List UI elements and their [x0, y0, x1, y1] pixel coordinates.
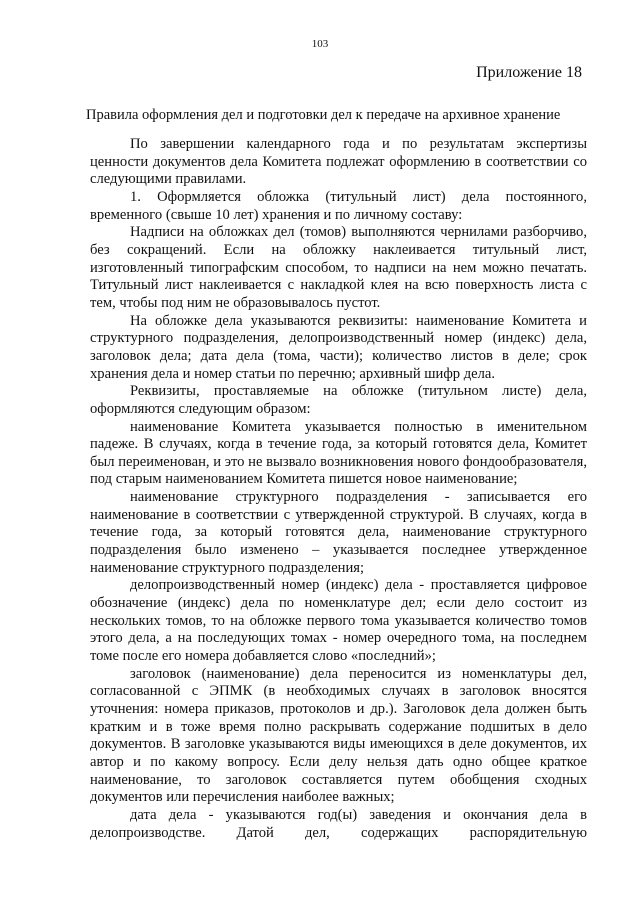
- document-body: [90, 136, 587, 842]
- page-number: 103: [311, 38, 329, 50]
- paragraph-division-name: наименование структурного подразделения - записывается его наименование в соответствии с утвержденной структурой. В случаях, когда в течение года, за который готовятся дела, наименование структурного подразделения было изменено – указывается последнее утвержденное наименование структурного подразделения;: [90, 489, 587, 576]
- paragraph-case-heading: заголовок (наименование) дела переносится из номенклатуры дел, согласованной с ЭПМК (в необходимых случаях в заголовок вносятся уточнения: номера приказов, протоколов и др.). Заголовок дела должен быть кратким и в тоже время полно раскрывать содержание подшитых в дело документов. В заголовке указываются виды имеющихся в деле документов, их автор и по какому вопросу. Если делу нельзя дать одно общее краткое наименование, то заголовок составляется путем обобщения сходных документов или перечисления наиболее важных;: [90, 665, 587, 806]
- paragraph-item-1: 1. Оформляется обложка (титульный лист) дела постоянного, временного (свыше 10 лет) хранения и по личному составу:: [90, 188, 587, 223]
- paragraph-requisites-format: Реквизиты, проставляемые на обложке (титульном листе) дела, оформляются следующим образом:: [90, 383, 587, 417]
- paragraph-intro: По завершении календарного года и по результатам экспертизы ценности документов дела Комитета подлежат оформлению в соответствии со следующими правилами.: [90, 136, 587, 188]
- paragraph-inscriptions: Надписи на обложках дел (томов) выполняются чернилами разборчиво, без сокращений. Если на обложку наклеивается титульный лист, изготовленный типографским способом, то надписи на нем можно печатать. Титульный лист наклеивается с накладкой клея на всю поверхность листа с тем, чтобы под ним не образовывалось пустот.: [90, 224, 587, 311]
- paragraph-case-index: делопроизводственный номер (индекс) дела - проставляется цифровое обозначение (индекс) дела по номенклатуре дел; если дело состоит из нескольких томов, то на обложке первого тома указывается количество томов этого дела, а на последующих томах - номер очередного тома, на последнем томе после его номера добавляется слово «последний»;: [90, 577, 587, 665]
- paragraph-requisites: На обложке дела указываются реквизиты: наименование Комитета и структурного подразделения, делопроизводственный номер (индекс) дела, заголовок дела; дата дела (тома, части); количество листов в деле; срок хранения дела и номер статьи по перечню; архивный шифр дела.: [90, 312, 587, 382]
- paragraph-committee-name: наименование Комитета указывается полностью в именительном падеже. В случаях, когда в течение года, за который готовятся дела, Комитет был переименован, и это не вызвало возникновения нового фондообразователя, под старым наименованием Комитета пишется новое наименование;: [90, 418, 587, 488]
- appendix-label: Приложение 18: [476, 64, 582, 81]
- paragraph-case-date: дата дела - указываются год(ы) заведения и окончания дела в делопроизводстве. Датой дел, содержащих распорядительную: [90, 806, 587, 841]
- document-title: Правила оформления дел и подготовки дел к передаче на архивное хранение: [86, 107, 561, 123]
